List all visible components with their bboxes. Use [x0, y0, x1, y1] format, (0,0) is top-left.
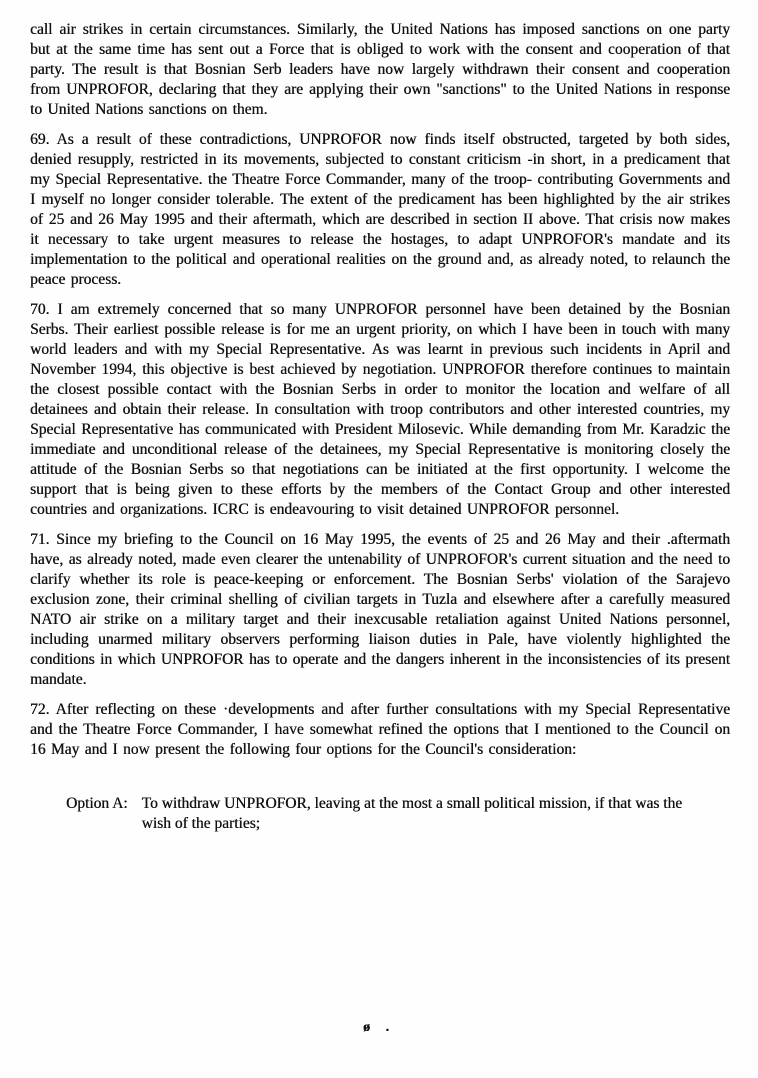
paragraph-70: 70. I am extremely concerned that so many UNPROFOR personnel have been detained by the Bosnian Serbs. Their earliest possible release is for me an urgent priority, on which I have been in touch with many world leaders and with my Special Representative. As was learnt in previous such incidents in April and November 1994, this objective is best achieved by negotiation. UNPROFOR therefore continues to maintain the closest possible contact with the Bosnian Serbs in order to monitor the location and welfare of all detainees and obtain their release. In consultation with troop contributors and other interested countries, my Special Representative has communicated with President Milosevic. While demanding from Mr. Karadzic the immediate and unconditional release of the detainees, my Special Representative is monitoring closely the attitude of the Bosnian Serbs so that negotiations can be initiated at the first opportunity. I welcome the support that is being given to these efforts by the members of the Contact Group and other interested countries and organizations. ICRC is endeavouring to visit detained UNPROFOR personnel.: [30, 301, 730, 518]
paragraph-69: 69. As a result of these contradictions, UNPROFOR now finds itself obstructed, targeted by both sides, denied resupply, restricted in its movements, subjected to constant criticism -in short, in a predicament that my Special Representative. the Theatre Force Commander, many of the troop- contributing Governments and I myself no longer consider tolerable. The extent of the predicament has been highlighted by the air strikes of 25 and 26 May 1995 and their aftermath, which are described in section II above. That crisis now makes it necessary to take urgent measures to release the hostages, to adapt UNPROFOR's mandate and its implementation to the political and operational realities on the ground and, as already noted, to relaunch the peace process.: [30, 131, 730, 288]
option-a-text: To withdraw UNPROFOR, leaving at the most a small political mission, if that was the wish of the parties;: [141, 795, 683, 832]
document-body: [30, 20, 730, 760]
paragraph-68-continuation: call air strikes in certain circumstances. Similarly, the United Nations has imposed sanctions on one party but at the same time has sent out a Force that is obliged to work with the consent and cooperation of that party. The result is that Bosnian Serb leaders have now largely withdrawn their consent and cooperation from UNPROFOR, declaring that they are applying their own "sanctions" to the United Nations in response to United Nations sanctions on them.: [30, 21, 730, 118]
option-a-label: Option A:: [66, 795, 128, 812]
option-a-item: [66, 794, 726, 834]
paragraph-71: 71. Since my briefing to the Council on 16 May 1995, the events of 25 and 26 May and their .aftermath have, as already noted, made even clearer the untenability of UNPROFOR's current situation and the need to clarify whether its role is peace-keeping or enforcement. The Bosnian Serbs' violation of the Sarajevo exclusion zone, their criminal shelling of civilian targets in Tuzla and elsewhere after a carefully measured NATO air strike on a military target and their inexcusable retaliation against United Nations personnel, including unarmed military observers performing liaison duties in Pale, have violently highlighted the conditions in which UNPROFOR has to operate and the dangers inherent in the inconsistencies of its present mandate.: [30, 531, 730, 688]
paragraph-72: 72. After reflecting on these ·developments and after further consultations with my Special Representative and the Theatre Force Commander, I have somewhat refined the options that I mentioned to the Council on 16 May and I now present the following four options for the Council's consideration:: [30, 701, 730, 758]
page-number-mark: ø .: [363, 1020, 395, 1035]
